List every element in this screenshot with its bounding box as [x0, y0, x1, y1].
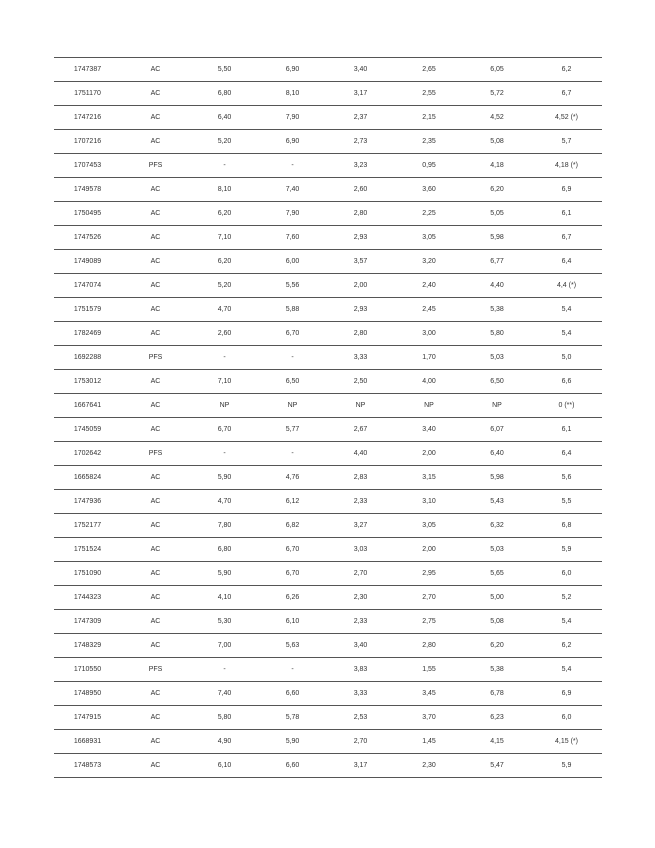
table-cell: 1702642: [54, 442, 121, 466]
table-cell: 7,90: [259, 202, 326, 226]
table-cell: 3,83: [326, 658, 395, 682]
table-cell: 5,4: [531, 298, 602, 322]
table-cell: 2,80: [326, 202, 395, 226]
table-cell: 5,50: [190, 58, 259, 82]
table-cell: 2,40: [395, 274, 463, 298]
table-cell: 2,30: [395, 754, 463, 778]
table-cell: 5,05: [463, 202, 531, 226]
table-cell: 6,4: [531, 442, 602, 466]
table-cell: 6,1: [531, 202, 602, 226]
table-cell: 2,70: [326, 730, 395, 754]
table-cell: 2,60: [326, 178, 395, 202]
table-cell: 2,67: [326, 418, 395, 442]
table-cell: 6,90: [259, 58, 326, 82]
table-cell: 2,37: [326, 106, 395, 130]
table-cell: 2,80: [395, 634, 463, 658]
table-cell: 5,30: [190, 610, 259, 634]
table-row: [54, 58, 602, 82]
table-cell: 5,03: [463, 538, 531, 562]
table-cell: 5,4: [531, 322, 602, 346]
table-cell: 2,93: [326, 298, 395, 322]
table-cell: 6,70: [259, 322, 326, 346]
table-cell: -: [190, 346, 259, 370]
table-cell: 1667641: [54, 394, 121, 418]
table-cell: 2,55: [395, 82, 463, 106]
table-cell: 5,2: [531, 586, 602, 610]
table-cell: 7,90: [259, 106, 326, 130]
table-cell: 7,00: [190, 634, 259, 658]
table-cell: 4,52 (*): [531, 106, 602, 130]
grades-table-body: [54, 58, 602, 778]
table-cell: 6,10: [259, 610, 326, 634]
table-cell: 1,70: [395, 346, 463, 370]
table-cell: 8,10: [190, 178, 259, 202]
table-cell: 2,25: [395, 202, 463, 226]
table-cell: 3,17: [326, 754, 395, 778]
table-cell: NP: [259, 394, 326, 418]
table-cell: 5,5: [531, 490, 602, 514]
table-cell: 5,90: [259, 730, 326, 754]
table-cell: 1747387: [54, 58, 121, 82]
table-cell: 6,60: [259, 754, 326, 778]
table-cell: 5,80: [463, 322, 531, 346]
table-cell: 5,43: [463, 490, 531, 514]
table-row: [54, 682, 602, 706]
table-cell: 1665824: [54, 466, 121, 490]
table-cell: 2,83: [326, 466, 395, 490]
table-cell: 2,15: [395, 106, 463, 130]
table-cell: 6,07: [463, 418, 531, 442]
table-row: [54, 562, 602, 586]
table-cell: 6,7: [531, 226, 602, 250]
table-cell: 1752177: [54, 514, 121, 538]
table-cell: 4,90: [190, 730, 259, 754]
table-cell: 5,00: [463, 586, 531, 610]
table-cell: -: [259, 442, 326, 466]
table-cell: 3,17: [326, 82, 395, 106]
grades-table: [54, 57, 602, 778]
table-row: [54, 466, 602, 490]
table-cell: 6,70: [259, 538, 326, 562]
table-cell: 6,77: [463, 250, 531, 274]
table-cell: 3,57: [326, 250, 395, 274]
table-cell: 6,40: [463, 442, 531, 466]
table-cell: 6,70: [190, 418, 259, 442]
table-cell: 1751170: [54, 82, 121, 106]
table-cell: 3,15: [395, 466, 463, 490]
table-cell: 1747526: [54, 226, 121, 250]
table-cell: AC: [121, 682, 190, 706]
table-cell: 5,08: [463, 130, 531, 154]
table-cell: 6,40: [190, 106, 259, 130]
table-row: [54, 754, 602, 778]
table-cell: 3,03: [326, 538, 395, 562]
table-cell: 2,73: [326, 130, 395, 154]
table-cell: 1707453: [54, 154, 121, 178]
table-cell: 6,82: [259, 514, 326, 538]
table-cell: 5,03: [463, 346, 531, 370]
table-cell: AC: [121, 418, 190, 442]
table-cell: 5,88: [259, 298, 326, 322]
table-cell: 2,33: [326, 490, 395, 514]
table-cell: 4,00: [395, 370, 463, 394]
table-cell: 2,33: [326, 610, 395, 634]
table-cell: 6,60: [259, 682, 326, 706]
table-cell: 1707216: [54, 130, 121, 154]
table-cell: -: [259, 154, 326, 178]
table-cell: 2,00: [395, 538, 463, 562]
table-cell: 1750495: [54, 202, 121, 226]
table-cell: 2,30: [326, 586, 395, 610]
table-cell: 5,47: [463, 754, 531, 778]
table-cell: 5,78: [259, 706, 326, 730]
table-cell: 5,20: [190, 130, 259, 154]
table-cell: NP: [326, 394, 395, 418]
table-cell: 3,40: [326, 58, 395, 82]
table-cell: NP: [395, 394, 463, 418]
table-cell: AC: [121, 514, 190, 538]
table-cell: AC: [121, 226, 190, 250]
table-cell: 5,77: [259, 418, 326, 442]
table-cell: 4,52: [463, 106, 531, 130]
table-cell: 4,40: [326, 442, 395, 466]
table-cell: AC: [121, 730, 190, 754]
table-cell: 6,12: [259, 490, 326, 514]
table-cell: 5,20: [190, 274, 259, 298]
table-cell: 1,55: [395, 658, 463, 682]
table-cell: 5,72: [463, 82, 531, 106]
table-cell: 0 (**): [531, 394, 602, 418]
table-row: [54, 298, 602, 322]
table-cell: AC: [121, 754, 190, 778]
table-cell: 3,10: [395, 490, 463, 514]
table-cell: NP: [463, 394, 531, 418]
table-cell: 1747216: [54, 106, 121, 130]
table-cell: 3,23: [326, 154, 395, 178]
table-cell: 6,9: [531, 178, 602, 202]
table-row: [54, 106, 602, 130]
table-row: [54, 490, 602, 514]
table-cell: 3,05: [395, 226, 463, 250]
table-cell: 1749578: [54, 178, 121, 202]
table-cell: 2,35: [395, 130, 463, 154]
table-cell: 1745059: [54, 418, 121, 442]
table-cell: 1751090: [54, 562, 121, 586]
table-cell: 1751524: [54, 538, 121, 562]
table-row: [54, 394, 602, 418]
table-cell: 3,60: [395, 178, 463, 202]
table-cell: 6,0: [531, 706, 602, 730]
table-cell: 1744323: [54, 586, 121, 610]
table-cell: 6,70: [259, 562, 326, 586]
table-cell: 1692288: [54, 346, 121, 370]
table-cell: AC: [121, 106, 190, 130]
table-cell: 2,00: [395, 442, 463, 466]
table-cell: -: [259, 346, 326, 370]
table-cell: 6,2: [531, 634, 602, 658]
table-cell: 7,40: [259, 178, 326, 202]
table-cell: 1782469: [54, 322, 121, 346]
table-row: [54, 250, 602, 274]
table-cell: 4,10: [190, 586, 259, 610]
table-cell: AC: [121, 178, 190, 202]
table-cell: 6,50: [259, 370, 326, 394]
table-cell: 7,10: [190, 226, 259, 250]
table-cell: 7,10: [190, 370, 259, 394]
table-cell: AC: [121, 274, 190, 298]
table-row: [54, 610, 602, 634]
table-cell: 3,45: [395, 682, 463, 706]
table-row: [54, 706, 602, 730]
table-cell: 5,90: [190, 562, 259, 586]
table-cell: 6,26: [259, 586, 326, 610]
table-cell: AC: [121, 58, 190, 82]
table-cell: 6,2: [531, 58, 602, 82]
table-cell: 3,00: [395, 322, 463, 346]
table-cell: PFS: [121, 658, 190, 682]
table-cell: 2,50: [326, 370, 395, 394]
table-cell: 1753012: [54, 370, 121, 394]
table-cell: 1668931: [54, 730, 121, 754]
table-cell: 1747309: [54, 610, 121, 634]
table-cell: 6,9: [531, 682, 602, 706]
table-cell: 2,70: [395, 586, 463, 610]
table-cell: AC: [121, 202, 190, 226]
table-cell: 6,00: [259, 250, 326, 274]
table-cell: 5,38: [463, 298, 531, 322]
table-cell: 3,05: [395, 514, 463, 538]
table-cell: 6,1: [531, 418, 602, 442]
table-cell: 1710550: [54, 658, 121, 682]
table-cell: 5,80: [190, 706, 259, 730]
table-cell: AC: [121, 466, 190, 490]
table-cell: 2,93: [326, 226, 395, 250]
table-cell: 6,05: [463, 58, 531, 82]
table-cell: 2,45: [395, 298, 463, 322]
table-cell: 2,70: [326, 562, 395, 586]
table-cell: 1749089: [54, 250, 121, 274]
table-cell: PFS: [121, 346, 190, 370]
table-cell: 2,00: [326, 274, 395, 298]
table-cell: AC: [121, 634, 190, 658]
table-cell: 5,56: [259, 274, 326, 298]
table-cell: 3,20: [395, 250, 463, 274]
table-cell: 3,70: [395, 706, 463, 730]
table-cell: 6,50: [463, 370, 531, 394]
table-cell: 6,80: [190, 538, 259, 562]
table-cell: 1,45: [395, 730, 463, 754]
table-cell: 5,08: [463, 610, 531, 634]
table-cell: 3,40: [395, 418, 463, 442]
table-row: [54, 226, 602, 250]
table-cell: 5,4: [531, 610, 602, 634]
table-row: [54, 658, 602, 682]
table-cell: 2,60: [190, 322, 259, 346]
table-cell: 5,4: [531, 658, 602, 682]
table-row: [54, 586, 602, 610]
table-cell: 6,32: [463, 514, 531, 538]
table-row: [54, 274, 602, 298]
table-cell: 7,60: [259, 226, 326, 250]
table-cell: -: [190, 442, 259, 466]
table-cell: 3,33: [326, 346, 395, 370]
table-cell: 1748950: [54, 682, 121, 706]
table-row: [54, 154, 602, 178]
table-cell: 4,70: [190, 490, 259, 514]
table-cell: 5,38: [463, 658, 531, 682]
table-row: [54, 322, 602, 346]
table-row: [54, 538, 602, 562]
table-cell: 2,53: [326, 706, 395, 730]
table-cell: 7,40: [190, 682, 259, 706]
table-cell: 0,95: [395, 154, 463, 178]
table-cell: 6,80: [190, 82, 259, 106]
table-cell: 5,98: [463, 466, 531, 490]
table-cell: 5,0: [531, 346, 602, 370]
table-row: [54, 442, 602, 466]
table-cell: AC: [121, 322, 190, 346]
table-cell: 1748573: [54, 754, 121, 778]
table-cell: 4,76: [259, 466, 326, 490]
table-cell: 6,20: [190, 202, 259, 226]
table-cell: 1747074: [54, 274, 121, 298]
table-row: [54, 514, 602, 538]
table-cell: AC: [121, 82, 190, 106]
table-cell: 5,7: [531, 130, 602, 154]
table-cell: 1747915: [54, 706, 121, 730]
table-cell: -: [190, 658, 259, 682]
table-cell: -: [259, 658, 326, 682]
table-row: [54, 634, 602, 658]
table-cell: 6,4: [531, 250, 602, 274]
table-row: [54, 370, 602, 394]
table-cell: 5,65: [463, 562, 531, 586]
table-cell: AC: [121, 130, 190, 154]
table-cell: 6,20: [463, 634, 531, 658]
table-cell: 3,27: [326, 514, 395, 538]
table-cell: AC: [121, 370, 190, 394]
table-cell: 4,18: [463, 154, 531, 178]
table-cell: 6,78: [463, 682, 531, 706]
table-row: [54, 82, 602, 106]
table-cell: 5,63: [259, 634, 326, 658]
table-cell: 6,6: [531, 370, 602, 394]
table-cell: AC: [121, 706, 190, 730]
table-cell: 4,40: [463, 274, 531, 298]
table-row: [54, 178, 602, 202]
table-cell: 5,9: [531, 538, 602, 562]
table-row: [54, 202, 602, 226]
table-cell: 3,40: [326, 634, 395, 658]
table-cell: 1751579: [54, 298, 121, 322]
table-cell: AC: [121, 394, 190, 418]
table-cell: AC: [121, 586, 190, 610]
table-cell: 4,18 (*): [531, 154, 602, 178]
table-cell: AC: [121, 562, 190, 586]
table-cell: 6,23: [463, 706, 531, 730]
table-cell: 4,70: [190, 298, 259, 322]
table-cell: AC: [121, 610, 190, 634]
table-cell: 5,9: [531, 754, 602, 778]
table-cell: 6,90: [259, 130, 326, 154]
table-cell: 1748329: [54, 634, 121, 658]
table-cell: 2,65: [395, 58, 463, 82]
table-cell: -: [190, 154, 259, 178]
table-cell: PFS: [121, 442, 190, 466]
table-cell: PFS: [121, 154, 190, 178]
table-cell: 2,80: [326, 322, 395, 346]
table-row: [54, 346, 602, 370]
table-cell: 6,0: [531, 562, 602, 586]
table-cell: AC: [121, 490, 190, 514]
table-cell: 5,90: [190, 466, 259, 490]
table-cell: 4,15 (*): [531, 730, 602, 754]
table-cell: AC: [121, 250, 190, 274]
table-cell: 6,7: [531, 82, 602, 106]
table-cell: 6,8: [531, 514, 602, 538]
table-cell: 4,15: [463, 730, 531, 754]
table-cell: 1747936: [54, 490, 121, 514]
table-cell: 6,20: [190, 250, 259, 274]
table-cell: 6,10: [190, 754, 259, 778]
table-cell: 4,4 (*): [531, 274, 602, 298]
table-cell: 8,10: [259, 82, 326, 106]
table-cell: NP: [190, 394, 259, 418]
table-cell: 7,80: [190, 514, 259, 538]
table-cell: 2,75: [395, 610, 463, 634]
table-cell: AC: [121, 298, 190, 322]
table-cell: 5,98: [463, 226, 531, 250]
table-cell: 5,6: [531, 466, 602, 490]
table-cell: AC: [121, 538, 190, 562]
table-cell: 3,33: [326, 682, 395, 706]
table-cell: 2,95: [395, 562, 463, 586]
table-row: [54, 130, 602, 154]
table-row: [54, 730, 602, 754]
table-cell: 6,20: [463, 178, 531, 202]
table-row: [54, 418, 602, 442]
